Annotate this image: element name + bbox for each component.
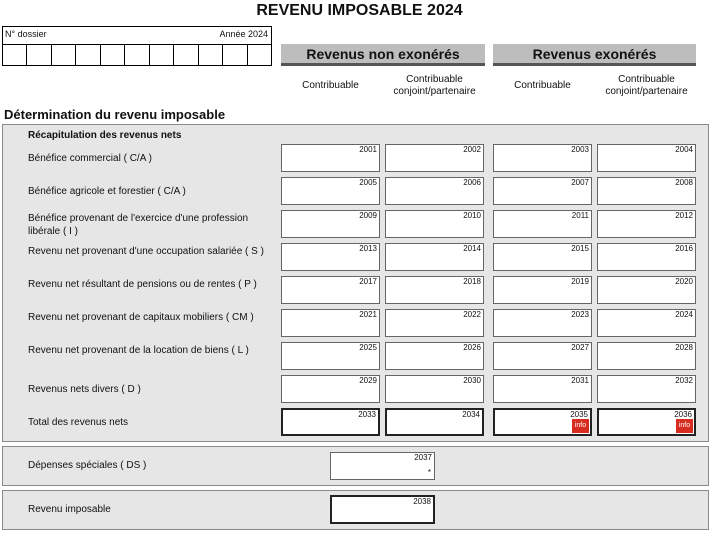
code-label: 2019 [571, 277, 589, 286]
section-title: Détermination du revenu imposable [4, 107, 226, 122]
row-label: Revenu net provenant de capitaux mobiliers ( CM ) [28, 312, 254, 323]
row-label: Bénéfice agricole et forestier ( C/A ) [28, 186, 186, 197]
input-2015[interactable] [493, 243, 592, 271]
code-2038: 2038 [413, 497, 431, 506]
row-label: Revenu net résultant de pensions ou de rentes ( P ) [28, 279, 257, 290]
input-2025[interactable] [281, 342, 380, 370]
column-header-exoneres: Revenus exonérés [493, 44, 696, 66]
input-2011[interactable] [493, 210, 592, 238]
input-2024[interactable] [597, 309, 696, 337]
column-header-non-exoneres: Revenus non exonérés [281, 44, 485, 66]
code-label: 2013 [359, 244, 377, 253]
input-2022[interactable] [385, 309, 484, 337]
input-2038[interactable] [330, 495, 435, 524]
input-2004[interactable] [597, 144, 696, 172]
code-label: 2004 [675, 145, 693, 154]
code-label: 2028 [675, 343, 693, 352]
input-2028[interactable] [597, 342, 696, 370]
required-mark: * [427, 468, 431, 477]
code-label: 2011 [571, 211, 589, 220]
code-label: 2024 [675, 310, 693, 319]
subheader-contribuable-2: Contribuable [514, 80, 571, 91]
input-2026[interactable] [385, 342, 484, 370]
input-2013[interactable] [281, 243, 380, 271]
row-label: Bénéfice provenant de l'exercice d'une profession libérale ( I ) [28, 213, 249, 237]
input-2005[interactable] [281, 177, 380, 205]
row-label: Bénéfice commercial ( C/A ) [28, 153, 152, 164]
recap-title: Récapitulation des revenus nets [28, 130, 182, 141]
code-label: 2029 [359, 376, 377, 385]
subheader-conjoint-2: Contribuable conjoint/partenaire [605, 74, 688, 97]
input-2002[interactable] [385, 144, 484, 172]
code-label: 2014 [463, 244, 481, 253]
code-label: 2017 [359, 277, 377, 286]
code-label: 2032 [675, 376, 693, 385]
dossier-label: N° dossier [5, 29, 47, 39]
code-label: 2001 [359, 145, 377, 154]
code-label: 2012 [675, 211, 693, 220]
code-label: 2002 [463, 145, 481, 154]
input-2037[interactable] [330, 452, 435, 480]
input-2021[interactable] [281, 309, 380, 337]
input-2033[interactable] [281, 408, 380, 436]
code-label: 2031 [571, 376, 589, 385]
input-2030[interactable] [385, 375, 484, 403]
input-2035[interactable] [493, 408, 592, 436]
code-label: 2006 [463, 178, 481, 187]
row-label: Revenu net provenant de la location de biens ( L ) [28, 345, 249, 356]
input-2010[interactable] [385, 210, 484, 238]
code-label: 2025 [359, 343, 377, 352]
input-2001[interactable] [281, 144, 380, 172]
input-2003[interactable] [493, 144, 592, 172]
input-2023[interactable] [493, 309, 592, 337]
input-2027[interactable] [493, 342, 592, 370]
subheader-contribuable-1: Contribuable [302, 80, 359, 91]
code-label: 2016 [675, 244, 693, 253]
info-button[interactable]: info [676, 419, 693, 433]
info-button[interactable]: info [572, 419, 589, 433]
input-2031[interactable] [493, 375, 592, 403]
code-label: 2035 [570, 410, 588, 419]
input-2020[interactable] [597, 276, 696, 304]
row-label: Revenus nets divers ( D ) [28, 384, 141, 395]
dossier-cells[interactable] [3, 44, 271, 65]
code-label: 2023 [571, 310, 589, 319]
code-label: 2008 [675, 178, 693, 187]
code-label: 2022 [463, 310, 481, 319]
code-label: 2021 [359, 310, 377, 319]
code-label: 2036 [674, 410, 692, 419]
code-label: 2007 [571, 178, 589, 187]
input-2036[interactable] [597, 408, 696, 436]
input-2017[interactable] [281, 276, 380, 304]
code-label: 2026 [463, 343, 481, 352]
code-label: 2009 [359, 211, 377, 220]
code-label: 2015 [571, 244, 589, 253]
code-label: 2033 [358, 410, 376, 419]
depenses-label: Dépenses spéciales ( DS ) [28, 460, 147, 471]
code-label: 2010 [463, 211, 481, 220]
input-2012[interactable] [597, 210, 696, 238]
code-label: 2027 [571, 343, 589, 352]
input-2034[interactable] [385, 408, 484, 436]
input-2016[interactable] [597, 243, 696, 271]
code-label: 2030 [463, 376, 481, 385]
dossier-number-field[interactable] [2, 26, 272, 66]
input-2006[interactable] [385, 177, 484, 205]
code-label: 2005 [359, 178, 377, 187]
input-2008[interactable] [597, 177, 696, 205]
input-2018[interactable] [385, 276, 484, 304]
input-2029[interactable] [281, 375, 380, 403]
row-label: Total des revenus nets [28, 417, 129, 428]
year-label: Année 2024 [219, 29, 268, 39]
input-2007[interactable] [493, 177, 592, 205]
page-title: REVENU IMPOSABLE 2024 [256, 2, 463, 19]
code-label: 2034 [462, 410, 480, 419]
code-label: 2003 [571, 145, 589, 154]
input-2009[interactable] [281, 210, 380, 238]
row-label: Revenu net provenant d'une occupation salariée ( S ) [28, 246, 264, 257]
code-2037: 2037 [414, 453, 432, 462]
code-label: 2018 [463, 277, 481, 286]
input-2014[interactable] [385, 243, 484, 271]
input-2032[interactable] [597, 375, 696, 403]
input-2019[interactable] [493, 276, 592, 304]
imposable-label: Revenu imposable [28, 504, 111, 515]
subheader-conjoint-1: Contribuable conjoint/partenaire [393, 74, 476, 97]
code-label: 2020 [675, 277, 693, 286]
